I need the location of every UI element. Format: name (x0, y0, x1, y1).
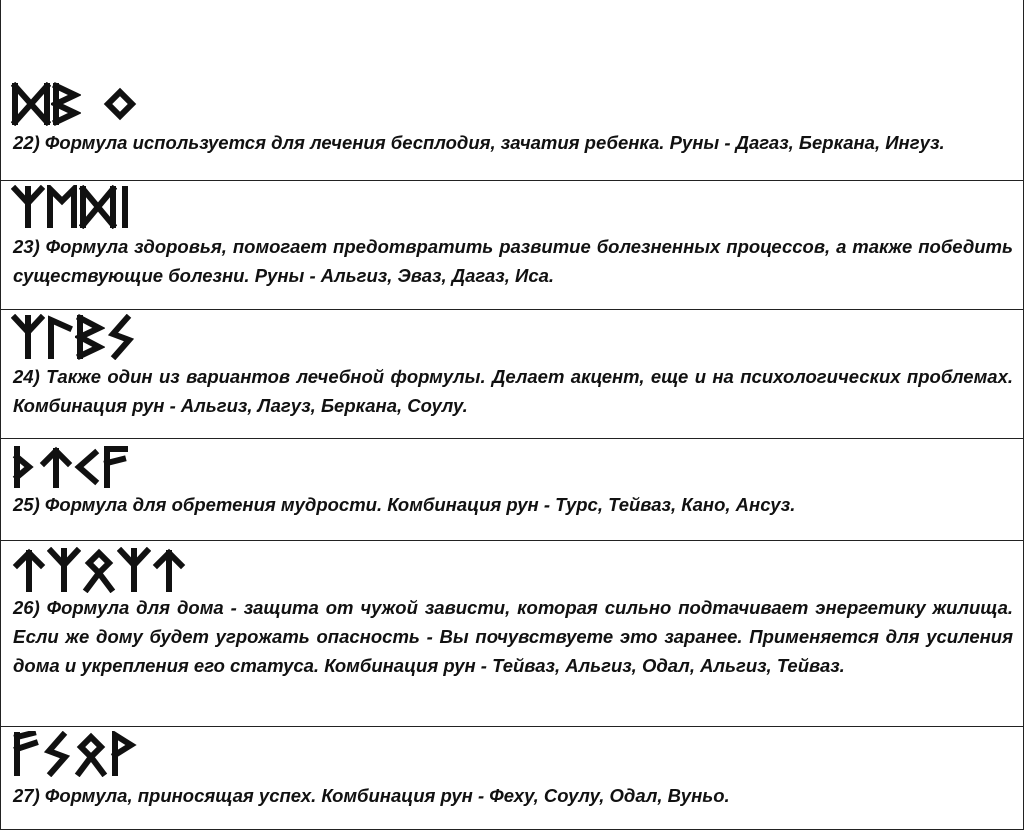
algiz-icon (47, 547, 81, 593)
ansuz-icon (101, 445, 131, 489)
formula-text-26: 26) Формула для дома - защита от чужой зависти, которая сильно подтачивает энергетику жилища. Если же дому будет угрожать опасность - Вы почувствуете это заранее. Применяется для усиления дома и укрепления его статуса. Комбинация рун - Тейваз, Альгиз, Одал, Альгиз, Тейваз. (13, 597, 1013, 676)
formula-row-26 (1, 540, 1023, 726)
ehwaz-icon (45, 185, 79, 229)
sowulo-icon (105, 314, 137, 360)
rune-group-22 (11, 82, 137, 126)
algiz-icon (117, 547, 151, 593)
inguz-icon (103, 82, 137, 126)
tiwaz-icon (39, 445, 73, 489)
formula-row-25 (1, 438, 1023, 540)
formula-row-27 (1, 726, 1023, 830)
rune-group-23 (11, 185, 133, 229)
othala-icon (73, 731, 109, 777)
tiwaz-icon (11, 547, 47, 593)
wunjo-icon (109, 731, 139, 777)
algiz-icon (11, 185, 45, 229)
spacer (81, 82, 103, 126)
sowulo-icon (41, 731, 73, 777)
rune-group-25 (11, 445, 131, 489)
rune-group-27 (11, 731, 139, 777)
thurisaz-icon (11, 445, 39, 489)
formula-row-23 (1, 180, 1023, 309)
formula-text-25: 25) Формула для обретения мудрости. Комбинация рун - Турс, Тейваз, Кано, Ансуз. (13, 494, 796, 515)
rune-group-26 (11, 547, 187, 593)
formula-text-24: 24) Также один из вариантов лечебной формулы. Делает акцент, еще и на психологических проблемах. Комбинация рун - Альгиз, Лагуз, Беркана, Соулу. (13, 366, 1013, 416)
rune-group-24 (11, 314, 137, 360)
othala-icon (81, 547, 117, 593)
laguz-icon (45, 314, 75, 360)
berkana-icon (75, 314, 105, 360)
berkana-icon (51, 82, 81, 126)
dagaz-icon (79, 185, 117, 229)
fehu-icon (11, 731, 41, 777)
formula-text-27: 27) Формула, приносящая успех. Комбинация рун - Феху, Соулу, Одал, Вуньо. (13, 785, 730, 806)
formula-text-23: 23) Формула здоровья, помогает предотвратить развитие болезненных процессов, а также победить существующие болезни. Руны - Альгиз, Эваз, Дагаз, Иса. (13, 236, 1013, 286)
isa-icon (117, 185, 133, 229)
dagaz-icon (11, 82, 51, 126)
kenaz-icon (73, 445, 101, 489)
tiwaz-icon (151, 547, 187, 593)
algiz-icon (11, 314, 45, 360)
formula-row-24 (1, 309, 1023, 438)
formula-text-22: 22) Формула используется для лечения бесплодия, зачатия ребенка. Руны - Дагаз, Беркана, Ингуз. (13, 132, 945, 153)
formula-row-22 (1, 0, 1023, 180)
